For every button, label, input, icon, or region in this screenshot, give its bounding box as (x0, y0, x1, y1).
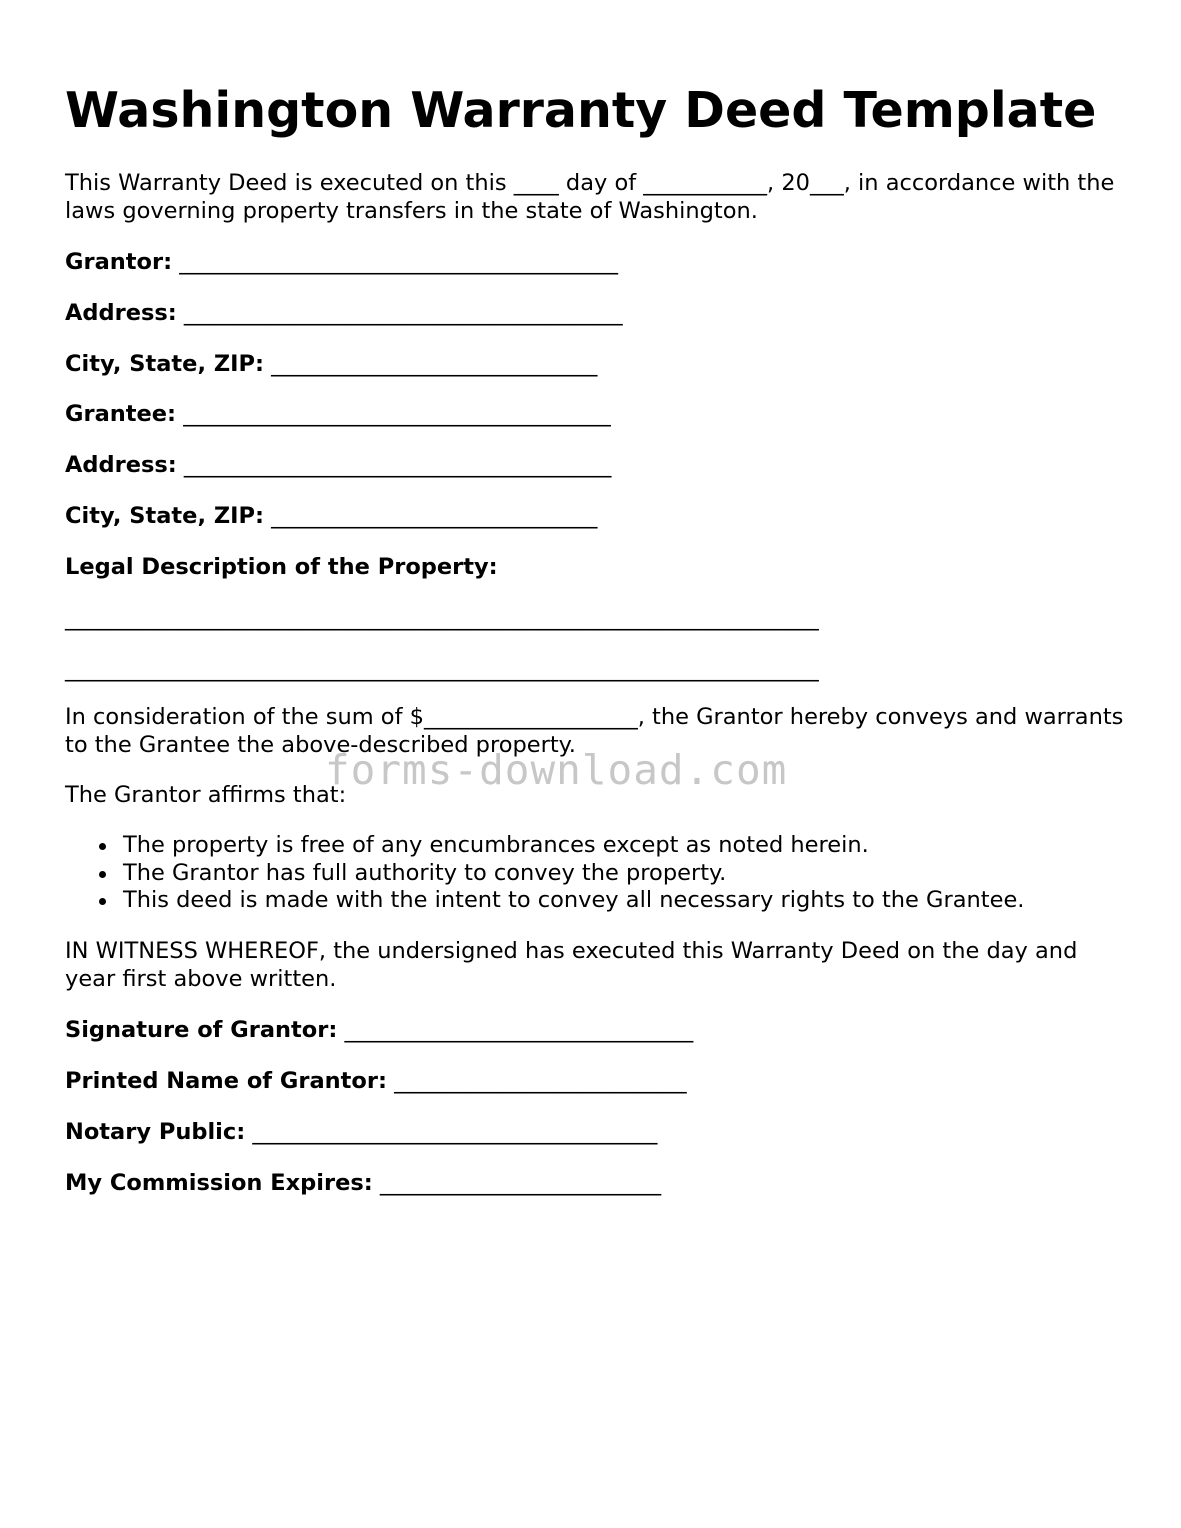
field-blank: _______________________________________ (179, 249, 618, 275)
field-blank: _______________________________ (344, 1017, 694, 1043)
commission-expires-field (65, 1169, 661, 1197)
field-label: Printed Name of Grantor: (65, 1068, 387, 1094)
intro-paragraph: This Warranty Deed is executed on this ____ day of ___________, 20___, in accordance with the laws governing property transfers in the state of Washington. (65, 170, 1115, 224)
grantor-field (65, 248, 618, 276)
field-blank: ______________________________________ (183, 452, 612, 478)
grantee-address-field (65, 451, 611, 479)
field-label: City, State, ZIP: (65, 503, 264, 529)
document-title: Washington Warranty Deed Template (65, 82, 1097, 139)
witness-paragraph: IN WITNESS WHEREOF, the undersigned has executed this Warranty Deed on the day and year first above written. (65, 938, 1078, 992)
field-label: Signature of Grantor: (65, 1017, 338, 1043)
field-label: Legal Description of the Property: (65, 554, 498, 580)
printed-name-of-grantor-field (65, 1067, 687, 1095)
field-blank: ____________________________________ (252, 1119, 658, 1145)
affirmations-list (65, 832, 1024, 915)
watermark: forms-download.com (325, 746, 788, 794)
affirm-intro: The Grantor affirms that: (65, 782, 347, 808)
field-label: Notary Public: (65, 1119, 246, 1145)
field-blank: _____________________________ (271, 503, 598, 529)
list-item: This deed is made with the intent to convey all necessary rights to the Grantee. (123, 887, 1025, 913)
grantor-city-state-zip-field (65, 350, 597, 378)
field-label: Grantee: (65, 401, 177, 427)
consideration-paragraph: In consideration of the sum of $___________________, the Grantor hereby conveys and warrants to the Grantee the above-described property. (65, 704, 1124, 758)
legal-description-line-1: ___________________________________________________________________ (65, 605, 819, 631)
list-item: The property is free of any encumbrances except as noted herein. (123, 832, 1024, 860)
field-label: My Commission Expires: (65, 1170, 373, 1196)
legal-description-heading (65, 553, 498, 581)
field-blank: _______________________________________ (183, 300, 623, 326)
grantee-city-state-zip-field (65, 502, 597, 530)
field-label: Grantor: (65, 249, 173, 275)
field-blank: _________________________ (379, 1170, 662, 1196)
field-blank: _____________________________ (271, 351, 598, 377)
grantee-field (65, 400, 611, 428)
field-blank: ______________________________________ (183, 401, 611, 427)
field-label: Address: (65, 300, 177, 326)
grantor-address-field (65, 299, 623, 327)
list-item: The Grantor has full authority to convey the property. (123, 860, 1024, 888)
field-label: City, State, ZIP: (65, 351, 264, 377)
notary-public-field (65, 1118, 657, 1146)
signature-of-grantor-field (65, 1016, 693, 1044)
field-blank: __________________________ (394, 1068, 687, 1094)
field-label: Address: (65, 452, 177, 478)
legal-description-line-2: ___________________________________________________________________ (65, 656, 819, 682)
